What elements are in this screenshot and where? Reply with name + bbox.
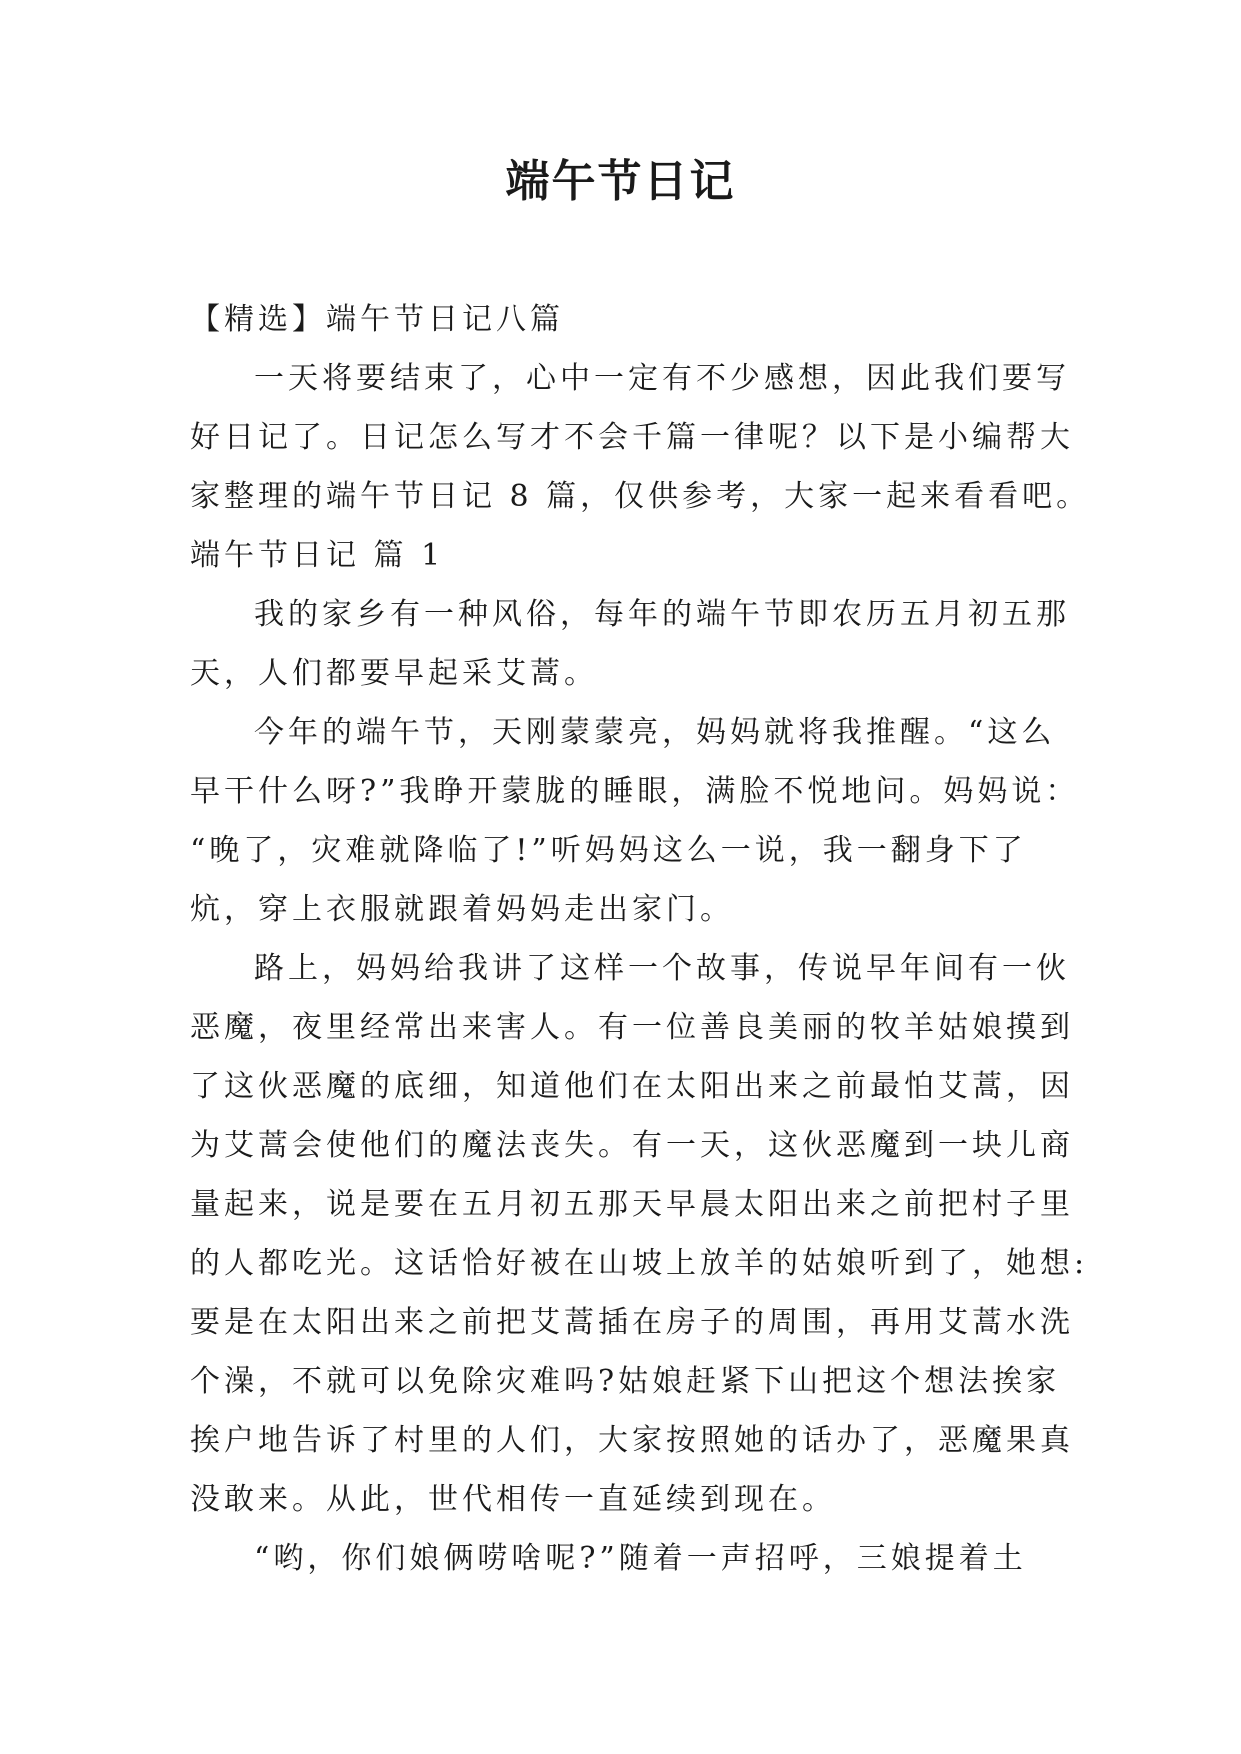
text-line: 恶魔，夜里经常出来害人。有一位善良美丽的牧羊姑娘摸到: [190, 1010, 1074, 1045]
text-line: 家整理的端午节日记 8 篇，仅供参考，大家一起来看看吧。: [190, 479, 1091, 514]
text-line: 炕，穿上衣服就跟着妈妈走出家门。: [190, 892, 734, 927]
text-line: 早干什么呀?”我睁开蒙胧的睡眼，满脸不悦地问。妈妈说：: [190, 774, 1080, 809]
document-title: 端午节日记: [505, 156, 736, 207]
text-line: 为艾蒿会使他们的魔法丧失。有一天，这伙恶魔到一块儿商: [190, 1128, 1074, 1163]
text-line: 好日记了。日记怎么写才不会千篇一律呢？以下是小编帮大: [190, 420, 1074, 455]
text-line: 天，人们都要早起采艾蒿。: [190, 656, 598, 691]
text-line: 个澡，不就可以免除灾难吗?姑娘赶紧下山把这个想法挨家: [190, 1364, 1061, 1399]
text-line: “哟，你们娘俩唠啥呢?”随着一声招呼，三娘提着土: [254, 1541, 1027, 1576]
document-body: [190, 290, 1091, 1588]
text-line: 今年的端午节，天刚蒙蒙亮，妈妈就将我推醒。“这么: [254, 715, 1056, 750]
text-line: 没敢来。从此，世代相传一直延续到现在。: [190, 1482, 836, 1517]
text-line: 一天将要结束了，心中一定有不少感想，因此我们要写: [254, 361, 1070, 396]
text-line: “晚了，灾难就降临了!”听妈妈这么一说，我一翻身下了: [190, 833, 1027, 868]
text-line: 了这伙恶魔的底细，知道他们在太阳出来之前最怕艾蒿，因: [190, 1069, 1074, 1104]
text-line: 要是在太阳出来之前把艾蒿插在房子的周围，再用艾蒿水洗: [190, 1305, 1074, 1340]
text-line: 【精选】端午节日记八篇: [190, 302, 564, 337]
text-line: 的人都吃光。这话恰好被在山坡上放羊的姑娘听到了，她想:: [190, 1246, 1089, 1281]
text-line: 量起来，说是要在五月初五那天早晨太阳出来之前把村子里: [190, 1187, 1074, 1222]
text-line: 路上，妈妈给我讲了这样一个故事，传说早年间有一伙: [254, 951, 1070, 986]
text-line: 挨户地告诉了村里的人们，大家按照她的话办了，恶魔果真: [190, 1423, 1074, 1458]
text-line: 端午节日记 篇 1: [190, 538, 445, 573]
text-line: 我的家乡有一种风俗，每年的端午节即农历五月初五那: [254, 597, 1070, 632]
